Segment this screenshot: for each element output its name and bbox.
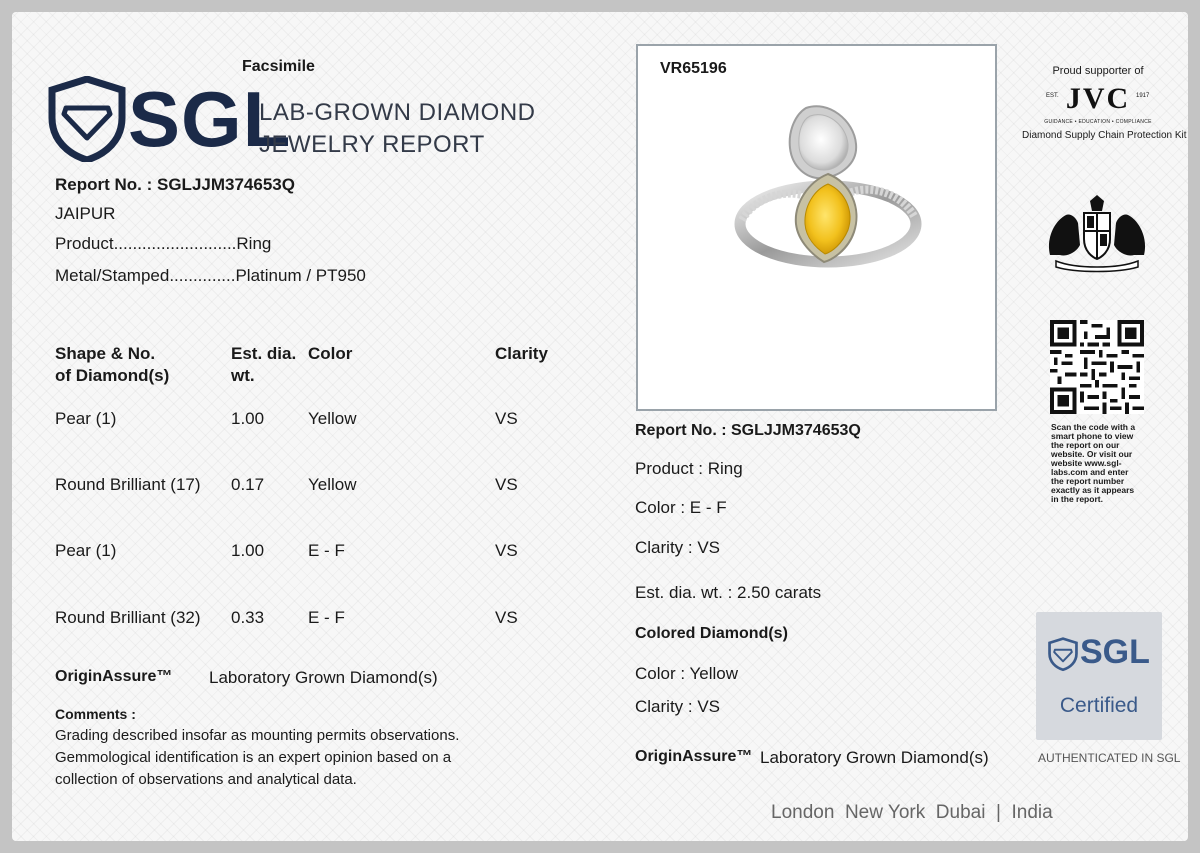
jewelry-photo-frame <box>636 44 997 411</box>
origin-value: Laboratory Grown Diamond(s) <box>209 668 438 687</box>
row3-weight: 1.00 <box>231 541 265 560</box>
summary-origin-label: OriginAssure™ <box>635 748 753 765</box>
row1-clarity: VS <box>495 409 518 428</box>
summary-product: Product : Ring <box>635 459 743 478</box>
row3-clarity: VS <box>495 541 518 560</box>
badge-shield-icon <box>1048 636 1078 672</box>
sgl-certified-badge <box>1036 612 1162 740</box>
sgl-shield-icon <box>48 76 126 162</box>
jvc-est: EST. <box>1046 93 1059 99</box>
th-weight <box>231 343 296 387</box>
row2-shape: Round Brilliant (17) <box>55 475 201 494</box>
report-title-line2: JEWELRY REPORT <box>259 131 485 158</box>
facsimile-label: Facsimile <box>242 58 315 75</box>
row1-weight: 1.00 <box>231 409 265 428</box>
row2-color: Yellow <box>308 475 357 494</box>
row2-clarity: VS <box>495 475 518 494</box>
badge-logo-text: SGL <box>1080 633 1150 671</box>
th-weight-line1: Est. dia. <box>231 344 297 363</box>
jvc-kit: Diamond Supply Chain Protection Kit <box>1022 130 1187 141</box>
row4-shape: Round Brilliant (32) <box>55 608 201 627</box>
city-label: JAIPUR <box>55 204 116 223</box>
comments-label: Comments : <box>55 706 136 722</box>
summary-origin-value: Laboratory Grown Diamond(s) <box>760 748 989 767</box>
row4-color: E - F <box>308 608 345 627</box>
colored-color: Color : Yellow <box>635 664 739 683</box>
comments-line1: Grading described insofar as mounting permits observations. <box>55 727 460 744</box>
th-shape <box>55 343 169 387</box>
coat-of-arms-icon <box>1040 195 1154 273</box>
item-code: VR65196 <box>660 60 727 77</box>
summary-weight: Est. dia. wt. : 2.50 carats <box>635 583 822 602</box>
jvc-supporter: Proud supporter of <box>1052 65 1144 77</box>
comments-line3: collection of observations and analytical data. <box>55 771 357 788</box>
jvc-logo: JVC <box>1065 82 1131 115</box>
row4-weight: 0.33 <box>231 608 265 627</box>
row1-shape: Pear (1) <box>55 409 117 428</box>
report-number: Report No. : SGLJJM374653Q <box>55 175 295 194</box>
colored-diamond-heading: Colored Diamond(s) <box>635 625 788 642</box>
th-color: Color <box>308 344 353 363</box>
locations-footer: London New York Dubai | India <box>771 802 1053 823</box>
row1-color: Yellow <box>308 409 357 428</box>
colored-clarity: Clarity : VS <box>635 697 721 716</box>
authenticated-text: AUTHENTICATED IN SGL <box>1038 751 1181 765</box>
qr-instructions: Scan the code with a smart phone to view the report on our website. Or visit our website www.sgl-labs.com and enter the report number exactly as it appears in the report. <box>1051 422 1136 504</box>
product-line: Product..........................Ring <box>55 234 272 253</box>
row2-weight: 0.17 <box>231 475 265 494</box>
row4-clarity: VS <box>495 608 518 627</box>
report-title-line1: LAB-GROWN DIAMOND <box>259 99 536 126</box>
qr-code-icon[interactable] <box>1050 320 1144 414</box>
ring-illustration <box>728 104 928 284</box>
summary-report-number: Report No. : SGLJJM374653Q <box>635 422 861 439</box>
th-weight-line2: wt. <box>231 366 255 385</box>
badge-certified-text: Certified <box>1059 694 1139 717</box>
sgl-logo-text: SGL <box>128 75 292 163</box>
metal-line: Metal/Stamped..............Platinum / PT950 <box>55 266 366 285</box>
summary-clarity: Clarity : VS <box>635 538 721 557</box>
th-shape-line1: Shape & No. <box>55 344 156 363</box>
jvc-tagline: GUIDANCE • EDUCATION • COMPLIANCE <box>1044 119 1152 125</box>
th-clarity: Clarity <box>495 344 548 363</box>
th-shape-line2: of Diamond(s) <box>55 366 170 385</box>
row3-shape: Pear (1) <box>55 541 117 560</box>
comments-line2: Gemmological identification is an expert opinion based on a <box>55 749 452 766</box>
summary-color: Color : E - F <box>635 498 727 517</box>
jvc-year: 1917 <box>1136 93 1150 99</box>
origin-label: OriginAssure™ <box>55 668 173 685</box>
row3-color: E - F <box>308 541 345 560</box>
